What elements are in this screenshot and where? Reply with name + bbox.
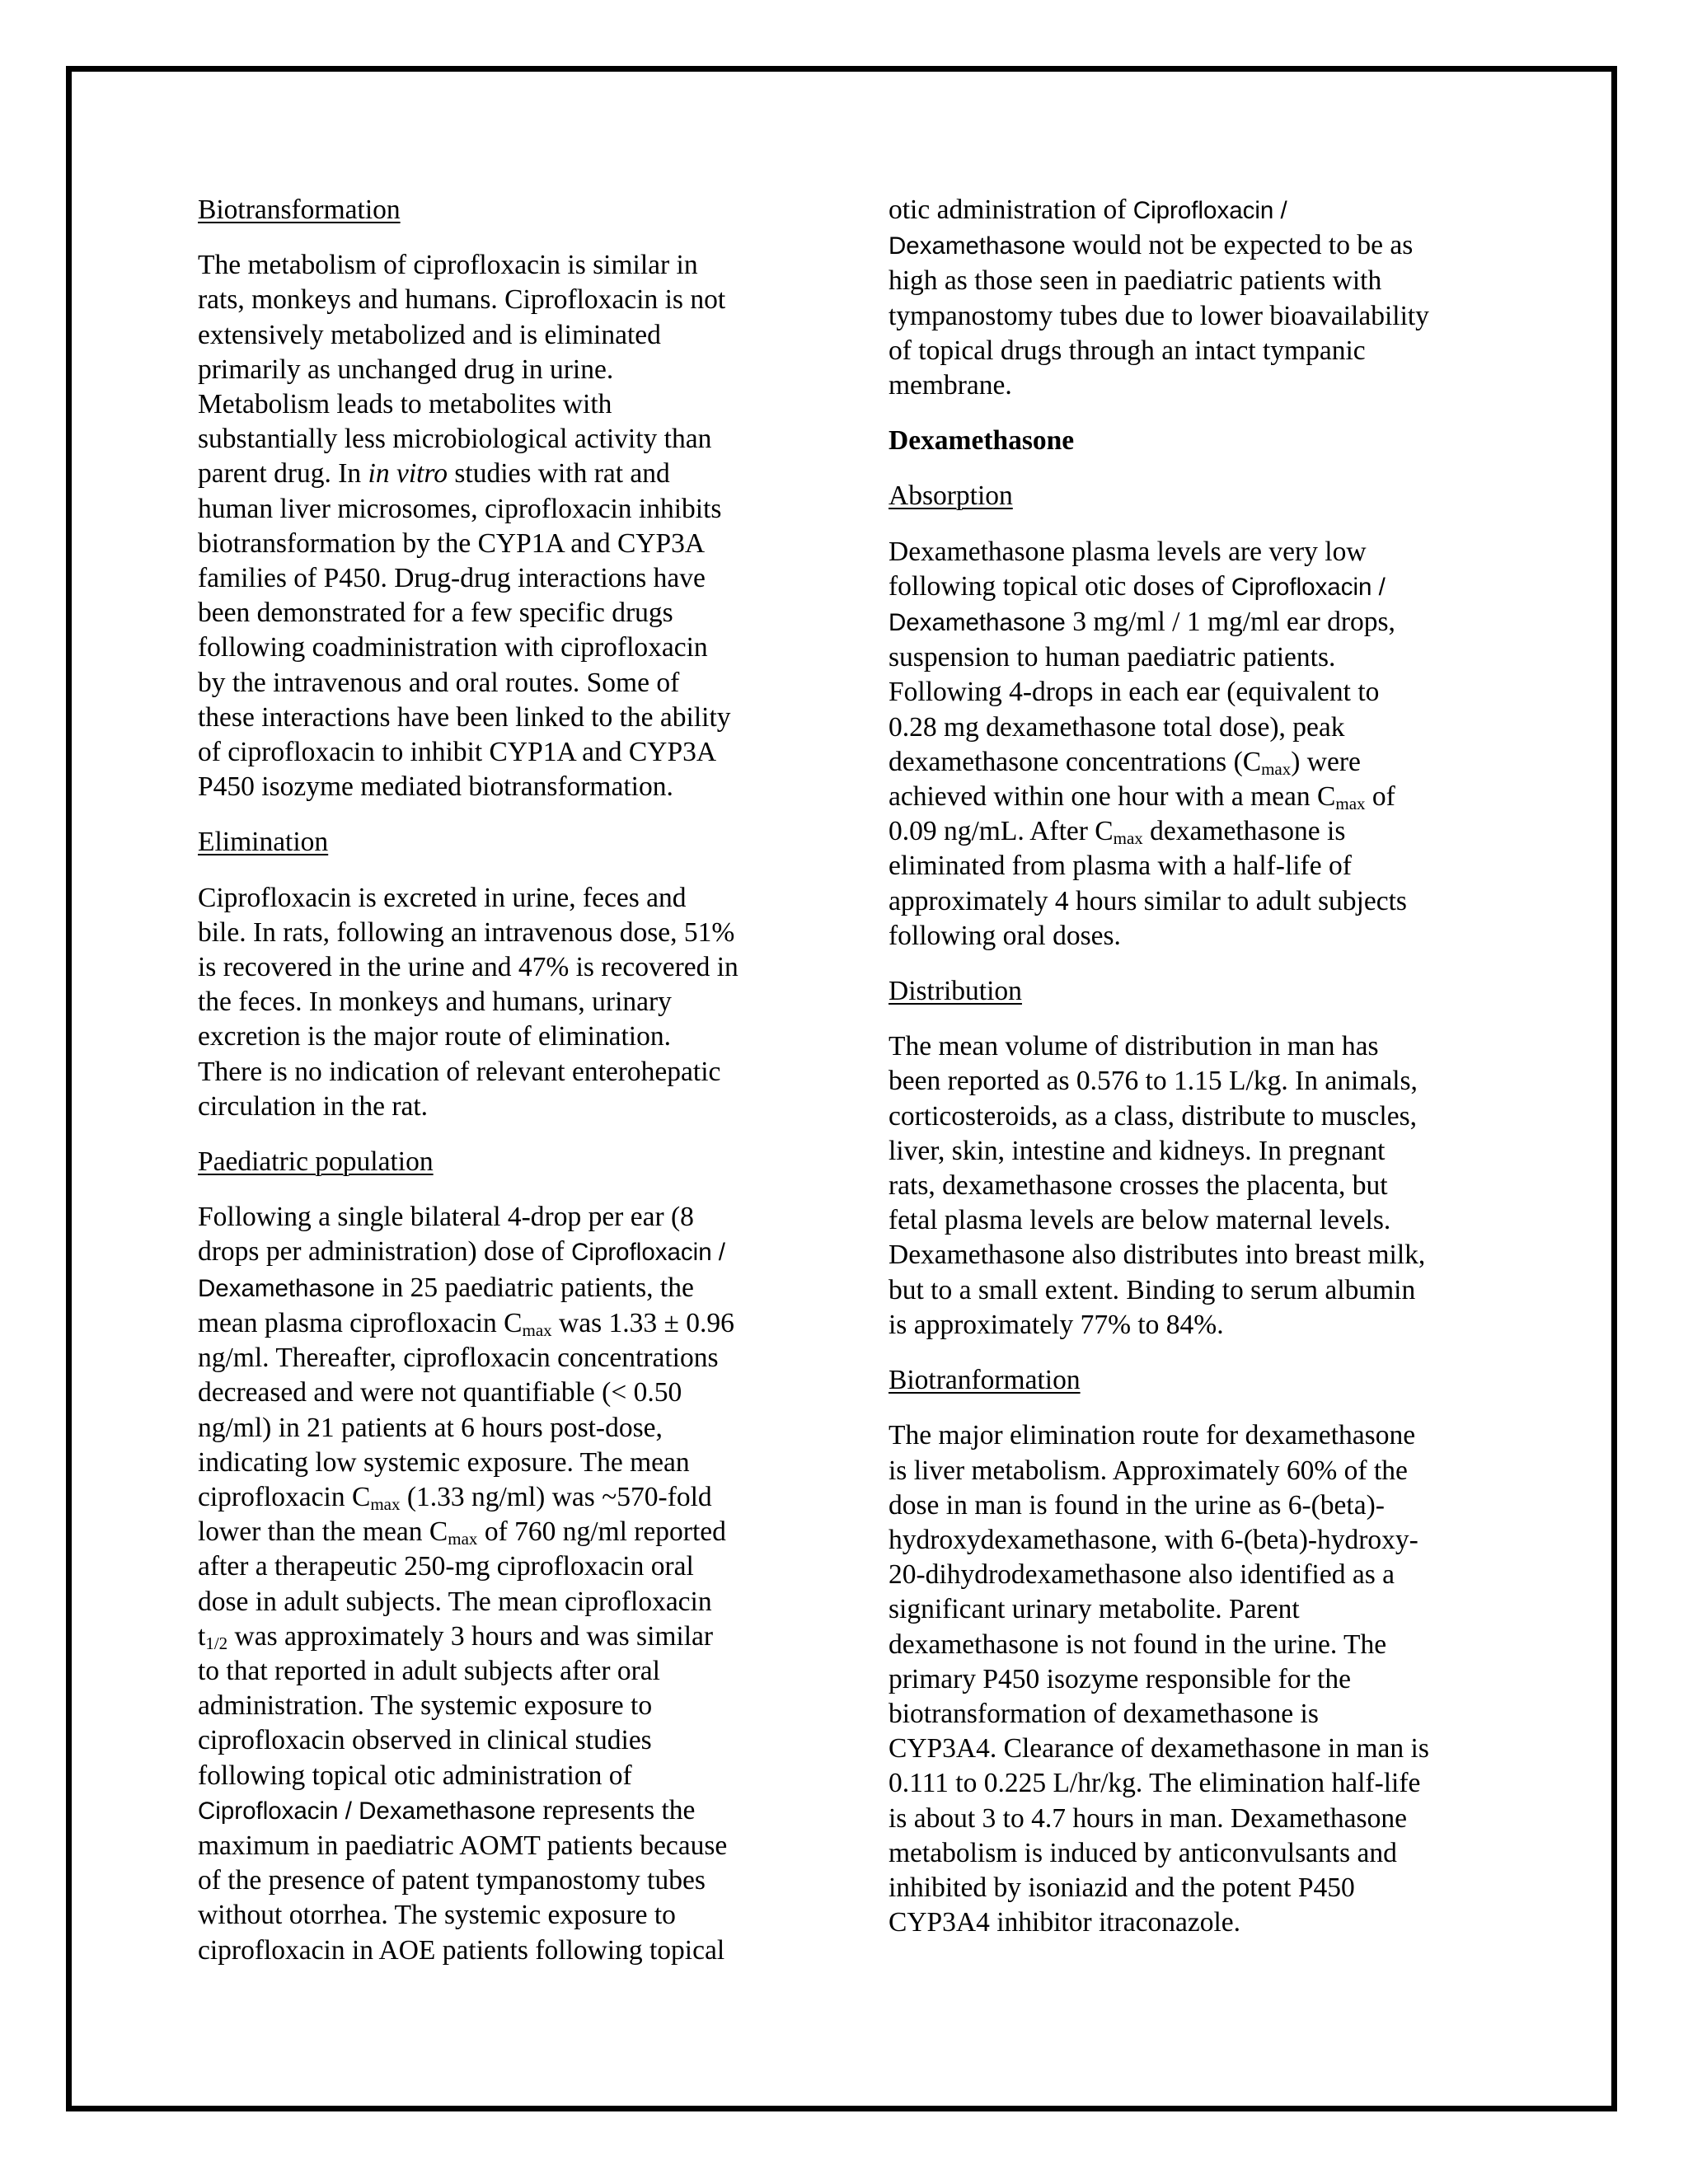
text-line: primarily as unchanged drug in urine. <box>198 354 614 385</box>
text-line: is recovered in the urine and 47% is recovered in <box>198 952 738 983</box>
text-run: parent drug. In <box>198 458 368 490</box>
text-line: CYP3A4 inhibitor itraconazole. <box>889 1907 1241 1938</box>
text-run: ciprofloxacin C <box>198 1481 371 1512</box>
product-name: Dexamethasone <box>889 232 1066 260</box>
text-line: approximately 4 hours similar to adult subjects <box>889 885 1407 916</box>
text-line: dose in man is found in the urine as 6-(beta)- <box>889 1489 1385 1521</box>
text-run: dexamethasone is <box>1142 816 1346 847</box>
text-line: dexamethasone is not found in the urine. The <box>889 1629 1387 1660</box>
text-line: is about 3 to 4.7 hours in man. Dexamethasone <box>889 1802 1407 1834</box>
product-name: Ciprofloxacin / <box>571 1239 726 1267</box>
text-line: The metabolism of ciprofloxacin is similar in <box>198 250 698 281</box>
text-line: liver, skin, intestine and kidneys. In pregnant <box>889 1135 1386 1166</box>
text-line <box>889 569 1498 605</box>
text-line: eliminated from plasma with a half-life of <box>889 851 1352 882</box>
text-line: Ciprofloxacin is excreted in urine, feces and <box>198 882 687 913</box>
text-line: of ciprofloxacin to inhibit CYP1A and CYP3A <box>198 737 717 768</box>
text-line: these interactions have been linked to the ability <box>198 701 731 733</box>
subscript: max <box>1335 794 1366 814</box>
text-line: Following 4-drops in each ear (equivalent to <box>889 677 1380 708</box>
text-line: suspension to human paediatric patients. <box>889 642 1336 673</box>
text-line: primary P450 isozyme responsible for the <box>889 1663 1352 1694</box>
product-name: Ciprofloxacin / <box>1231 573 1386 601</box>
paragraph-biotransformation <box>198 248 808 804</box>
text-line: ciprofloxacin in AOE patients following topical <box>198 1934 725 1966</box>
text-line: of the presence of patent tympanostomy tubes <box>198 1865 706 1896</box>
heading-dexamethasone: Dexamethasone <box>889 425 1075 457</box>
text-line <box>889 193 1498 228</box>
text-line: of topical drugs through an intact tympanic <box>889 335 1366 366</box>
text-line: inhibited by isoniazid and the potent P450 <box>889 1872 1355 1903</box>
text-line: Dexamethasone plasma levels are very low <box>889 536 1367 567</box>
text-line: maximum in paediatric AOMT patients because <box>198 1830 728 1861</box>
text-line <box>889 605 1498 640</box>
right-column <box>889 193 1498 1961</box>
text-line: hydroxydexamethasone, with 6-(beta)-hydroxy- <box>889 1524 1418 1555</box>
subscript: max <box>522 1319 552 1340</box>
heading-elimination: Elimination <box>198 827 329 858</box>
text-line <box>889 780 1498 814</box>
product-name: Ciprofloxacin / Dexamethasone <box>198 1797 536 1825</box>
text-line: been demonstrated for a few specific drugs <box>198 598 673 629</box>
text-line: fetal plasma levels are below maternal levels. <box>889 1205 1391 1236</box>
text-run: drops per administration) dose of <box>198 1236 572 1268</box>
heading-biotranformation: Biotranformation <box>889 1365 1081 1396</box>
text-line: excretion is the major route of elimination. <box>198 1021 671 1052</box>
paragraph-absorption <box>889 535 1498 954</box>
text-line: is liver metabolism. Approximately 60% of the <box>889 1455 1408 1486</box>
text-line: after a therapeutic 250-mg ciprofloxacin oral <box>198 1551 694 1582</box>
text-run: in 25 paediatric patients, the <box>374 1272 694 1303</box>
left-column <box>198 193 808 1989</box>
text-line: by the intravenous and oral routes. Some of <box>198 667 680 698</box>
text-line <box>198 1235 808 1270</box>
text-run: ) were <box>1291 746 1361 777</box>
subscript: max <box>370 1493 401 1514</box>
text-run: t <box>198 1620 206 1652</box>
text-line <box>198 1619 808 1654</box>
text-line: significant urinary metabolite. Parent <box>889 1594 1300 1625</box>
text-line: corticosteroids, as a class, distribute to muscles, <box>889 1100 1418 1132</box>
text-line: tympanostomy tubes due to lower bioavailability <box>889 300 1429 331</box>
product-name: Dexamethasone <box>889 609 1066 637</box>
heading-paediatric-population: Paediatric population <box>198 1146 434 1178</box>
text-run: lower than the mean C <box>198 1516 448 1548</box>
text-run: otic administration of <box>889 194 1133 225</box>
text-line: biotransformation of dexamethasone is <box>889 1698 1319 1729</box>
text-line <box>198 1306 808 1341</box>
text-line: is approximately 77% to 84%. <box>889 1309 1224 1340</box>
text-line: rats, monkeys and humans. Ciprofloxacin is not <box>198 284 726 316</box>
paragraph-paediatric <box>198 1200 808 1967</box>
text-line: substantially less microbiological activity than <box>198 424 712 455</box>
product-name: Dexamethasone <box>198 1274 375 1302</box>
paragraph-continuation <box>889 193 1498 403</box>
heading-absorption: Absorption <box>889 480 1013 512</box>
text-line: following topical otic administration of <box>198 1760 632 1791</box>
text-run: achieved within one hour with a mean C <box>889 781 1336 813</box>
text-line: decreased and were not quantifiable (< 0.50 <box>198 1377 682 1408</box>
text-run: (1.33 ng/ml) was ~570-fold <box>400 1481 712 1512</box>
text-line: been reported as 0.576 to 1.15 L/kg. In animals, <box>889 1066 1418 1097</box>
subscript: max <box>448 1529 478 1549</box>
text-run: 3 mg/ml / 1 mg/ml ear drops, <box>1065 607 1395 638</box>
text-line: indicating low systemic exposure. The mean <box>198 1446 690 1478</box>
text-line: Following a single bilateral 4-drop per ear (8 <box>198 1202 694 1233</box>
italic-term: in vitro <box>368 458 448 490</box>
text-line: circulation in the rat. <box>198 1090 429 1122</box>
text-run: studies with rat and <box>447 458 670 490</box>
text-run: following topical otic doses of <box>889 570 1231 602</box>
text-line: ng/ml) in 21 patients at 6 hours post-dose, <box>198 1412 663 1443</box>
text-line: the feces. In monkeys and humans, urinary <box>198 987 672 1018</box>
text-line: CYP3A4. Clearance of dexamethasone in man is <box>889 1733 1429 1765</box>
text-line: ciprofloxacin observed in clinical studies <box>198 1725 652 1756</box>
text-line: There is no indication of relevant enterohepatic <box>198 1056 721 1087</box>
text-line <box>889 745 1498 780</box>
product-name: Ciprofloxacin / <box>1132 197 1287 224</box>
text-run: would not be expected to be as <box>1065 230 1414 261</box>
text-line: high as those seen in paediatric patients with <box>889 265 1382 297</box>
text-run: of <box>1365 781 1395 813</box>
text-line: The major elimination route for dexamethasone <box>889 1420 1416 1451</box>
text-line: 0.28 mg dexamethasone total dose), peak <box>889 711 1345 743</box>
text-line: families of P450. Drug-drug interactions have <box>198 563 706 594</box>
text-line: extensively metabolized and is eliminated <box>198 319 661 350</box>
text-run: represents the <box>535 1794 696 1825</box>
text-line: to that reported in adult subjects after oral <box>198 1655 660 1686</box>
text-line: but to a small extent. Binding to serum albumin <box>889 1274 1416 1305</box>
text-line: dose in adult subjects. The mean ciprofloxacin <box>198 1586 712 1617</box>
text-run: mean plasma ciprofloxacin C <box>198 1307 523 1338</box>
text-line: ng/ml. Thereafter, ciprofloxacin concentrations <box>198 1343 719 1374</box>
text-line: without otorrhea. The systemic exposure to <box>198 1900 676 1931</box>
text-run: was 1.33 ± 0.96 <box>551 1307 734 1338</box>
text-line: rats, dexamethasone crosses the placenta, but <box>889 1170 1388 1202</box>
subscript: 1/2 <box>205 1633 228 1653</box>
text-run: of 760 ng/ml reported <box>477 1516 726 1548</box>
text-line: bile. In rats, following an intravenous dose, 51% <box>198 916 735 948</box>
text-run: was approximately 3 hours and was similar <box>227 1620 714 1652</box>
subscript: max <box>1261 758 1292 779</box>
text-line: Metabolism leads to metabolites with <box>198 389 612 420</box>
text-line: 20-dihydrodexamethasone also identified as a <box>889 1559 1395 1591</box>
heading-distribution: Distribution <box>889 976 1022 1007</box>
text-line <box>198 1271 808 1306</box>
text-line: administration. The systemic exposure to <box>198 1690 653 1722</box>
text-line: human liver microsomes, ciprofloxacin inhibits <box>198 493 722 524</box>
text-line <box>198 1793 808 1829</box>
paragraph-elimination <box>198 881 808 1124</box>
text-line <box>198 457 808 491</box>
heading-biotransformation: Biotransformation <box>198 194 401 225</box>
subscript: max <box>1113 828 1143 849</box>
text-line <box>889 814 1498 849</box>
text-line: P450 isozyme mediated biotransformation. <box>198 771 673 803</box>
text-line: metabolism is induced by anticonvulsants and <box>889 1837 1397 1868</box>
text-line: Dexamethasone also distributes into breast milk, <box>889 1240 1426 1271</box>
text-line: following coadministration with ciprofloxacin <box>198 632 708 663</box>
text-run: 0.09 ng/mL. After C <box>889 816 1114 847</box>
paragraph-biotranformation <box>889 1418 1498 1940</box>
text-line <box>198 1480 808 1515</box>
text-line: 0.111 to 0.225 L/hr/kg. The elimination half-life <box>889 1768 1421 1799</box>
text-line: following oral doses. <box>889 920 1121 951</box>
text-run: dexamethasone concentrations (C <box>889 746 1262 777</box>
text-line: membrane. <box>889 370 1012 401</box>
paragraph-distribution <box>889 1029 1498 1343</box>
text-line: The mean volume of distribution in man has <box>889 1031 1379 1062</box>
text-line <box>889 228 1498 264</box>
text-line <box>198 1515 808 1549</box>
text-line: biotransformation by the CYP1A and CYP3A <box>198 527 706 559</box>
